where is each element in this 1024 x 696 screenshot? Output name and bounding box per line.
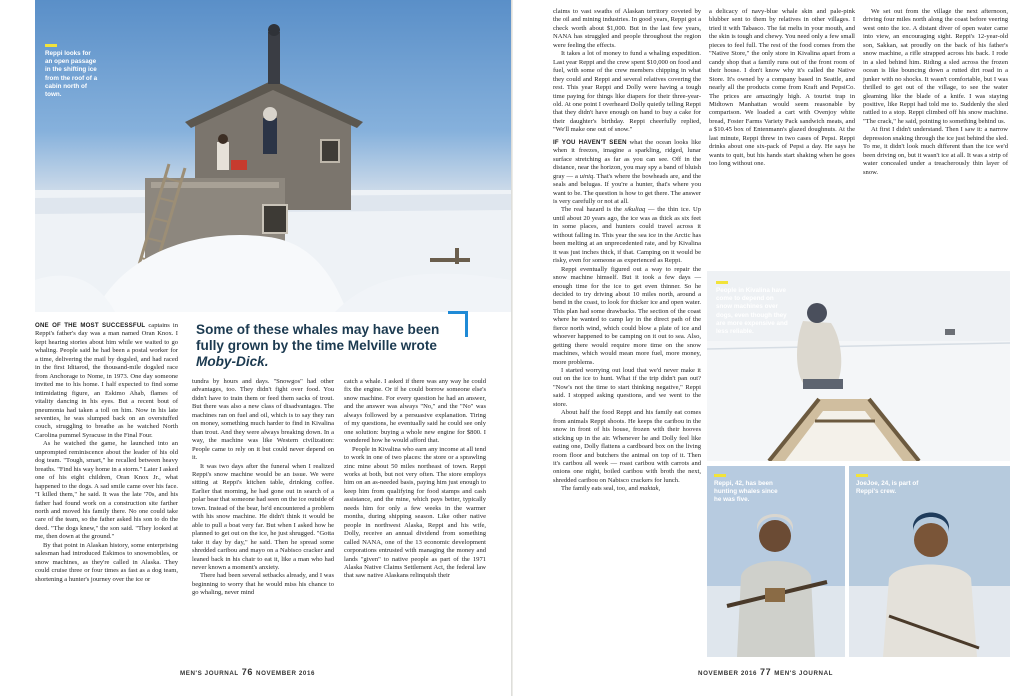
photo-joejoe bbox=[849, 466, 1010, 657]
folio-right bbox=[698, 667, 833, 677]
text-column-5 bbox=[709, 8, 855, 169]
folio-page-number: 76 bbox=[241, 667, 253, 677]
folio-date: NOVEMBER 2016 bbox=[698, 670, 758, 677]
paragraph: Reppi eventually figured out a way to repair the snow machine himself. But it took a few days — enough time for the ice to get even thinner. So he decided to try driving about 10 miles north, around a bend in the coast, to look for thicker ice and open water. This plan had some drawbacks. The section of the coast where he wanted to camp lay in the direct path of the fierce north wind, which could blow a plate of ice and whoever happened to be camping on it out to sea. Also, getting there would require more time on the snow machines, which would mean more fuel, more money, more problems. bbox=[553, 265, 701, 366]
paragraph-text: what the ocean looks like when it freezes, imagine a sparkling, ridged, lunar surface stretching as far as you can see. Off in the distance, near the horizon, you may spy a band of bluish gray — a bbox=[553, 138, 701, 180]
caption-marker bbox=[716, 281, 728, 284]
left-page bbox=[0, 0, 511, 696]
inupiaq-term: uiniq bbox=[579, 172, 594, 180]
paragraph: tundra by hours and days. "Snowgos" had other advantages, too. They didn't fight over food. You didn't have to train them or feed them sacks of trout. But there was also a new class of disadvantages. The machines ran on fuel and oil, which is to say they ran on money, something much harder to find in Kivalina than trout. And they were always breaking down. In a way, the machine was like Western civilization: People came to rely on it but could never depend on it. bbox=[192, 378, 334, 462]
reppi-caption-text: Reppi, 42, has been hunting whales since he was five. bbox=[714, 480, 778, 504]
folio-page-number: 77 bbox=[760, 667, 772, 677]
paragraph: I started worrying out loud that we'd never make it out on the ice to hunt. What if the trip didn't pan out? "Now's not the time to start thinking negative," Reppi said. I stopped asking questions, and we went to the store. bbox=[553, 367, 701, 408]
section-lead-in: IF YOU HAVEN'T SEEN bbox=[553, 138, 627, 146]
hero-caption bbox=[45, 44, 99, 99]
paragraph: It was two days after the funeral when I realized Reppi's snow machine would be an issue. We were sitting at Reppi's kitchen table, drinking coffee. Earlier that morning, he had gone out in search of a polar bear that someone had seen on the ice outside of town. Instead of the bear, he'd encountered a problem with his snow machine. He didn't think it would be able to pull a boat very far. But when I asked how he planned to get out on the ice, he just shrugged. "Gotta take it day by day," he said. Then he spread some shredded caribou and mayo on a Nabisco cracker and leaned back in his chair to eat it, like a man who had never known a moment's anxiety. bbox=[192, 462, 334, 571]
paragraph-text: — the thin ice. Up until about 20 years ago, the ice was as thick as six feet in some places, and hunters could travel across it without falling in. This year the sea ice in the Arctic has been melting at an unprecedented rate, and by Kivalina it was just inches thick, if that. Camping on it would be risky, even for someone as experienced as Reppi. bbox=[553, 206, 701, 265]
paragraph bbox=[553, 485, 701, 493]
caption-marker bbox=[45, 44, 57, 47]
snow-machine-caption-text: People in Kivalina have come to depend on snow machines over dogs, even though they are more expensive and less reliable. bbox=[716, 287, 788, 336]
paragraph bbox=[553, 139, 701, 207]
joejoe-caption-text: JoeJoe, 24, is part of Reppi's crew. bbox=[856, 480, 919, 496]
paragraph: About half the food Reppi and his family eat comes from animals Reppi shoots. He keeps the caribou in the snow in front of his house, frozen with their hooves sticking up in the air. Whenever he and Dolly feel like eating one, Dolly flattens a cardboard box on the living room floor and butchers the animal on top of it. Then it's caribou all week — roast caribou with carrots and onions one night, boiled caribou with broth the next, shredded caribou on Nabisco crackers for lunch. bbox=[553, 409, 701, 484]
lead-in: ONE OF THE MOST SUCCESSFUL bbox=[35, 322, 146, 329]
right-page bbox=[513, 0, 1024, 696]
paragraph: We set out from the village the next afternoon, driving four miles north along the coast before veering west onto the ice. A distant diver of open water came into view, an encouraging sight. Reppi's 12-year-old son, Sakkan, sat proudly on the back of his father's snow machine, a rifle strapped across his back. I rode in a sled behind him. Riding a sled across the frozen ocean is like bouncing down a rutted dirt road in a junker with no shocks. It wasn't comfortable, but I was thrilled to get out of the village, to see the water gleaming like the blade of a knife. I was staying positive, like Reppi had told me to. Suddenly the sled rattled to a stop. Reppi climbed off his snow machine. "The crack," he said, pointing to something behind us. bbox=[863, 8, 1008, 125]
paragraph: People in Kivalina who earn any income at all tend to work in one of two places: the store or a sprawling zinc mine about 50 miles northeast of town. Reppi works at both, but not very often. The store employs him on an as-needed basis, paying him just enough to keep him from qualifying for food stamps and cash assistance, and the mine, which pays better, typically needs him for only a few weeks in the warmer months, during shipping season. Like other native people in northwest Alaska, Reppi and his wife, Dolly, receive an annual dividend from something called NANA, one of the 13 economic development corporations entrusted with managing the money and lands "given" to native people as part of the 1971 Alaska Native Claims Settlement Act, the federal law that saw native Alaskans relinquish their bbox=[344, 445, 486, 580]
paragraph: It takes a lot of money to fund a whaling expedition. Last year Reppi and the crew spent $10,000 on food and fuel, with some of the crew members chipping in what they could and Reppi and several relatives covering the rest. This year Reppi and Dolly were having a tough time paying for things like diapers for their three-year-old. At one point I overheard Dolly quietly telling Reppi that they didn't have enough on hand to buy a cake for their daughter's birthday. Reppi cheerfully replied, "We'll make one out of snow." bbox=[553, 50, 701, 134]
caption-marker bbox=[856, 474, 868, 477]
paragraph-text: The family eats seal, too, and bbox=[561, 485, 640, 493]
inupiaq-term: maktak bbox=[639, 485, 659, 493]
photo-snow-machine bbox=[707, 271, 1010, 461]
paragraph: catch a whale. I asked if there was any way he could fix the engine. Or if he could borrow someone else's snow machine. For every question he had an answer, and the answer was always "No," and the "No" was always followed by a persuasive explanation. Tiring of my questions, he eventually said he could see only one solution: buying a whole new engine for $800. I wondered how he would afford that. bbox=[344, 378, 486, 445]
hero-caption-text: Reppi looks for an open passage in the shifting ice from the roof of a cabin north of town. bbox=[45, 50, 98, 99]
paragraph-text: The real hazard is the bbox=[561, 206, 625, 214]
paragraph-text: . That's where the bowheads are, and the seals and belugas. If you're a hunter, that's where you want to be. The question is how to get there. The answer is very carefully or not at all. bbox=[553, 172, 702, 205]
pull-quote-book-title: Moby-Dick. bbox=[196, 354, 269, 369]
paragraph bbox=[35, 322, 178, 440]
hero-photo-illustration bbox=[35, 0, 511, 312]
text-column-6 bbox=[863, 8, 1008, 177]
snow-machine-caption bbox=[716, 281, 788, 336]
pull-quote bbox=[196, 322, 464, 370]
folio-magazine: MEN'S JOURNAL bbox=[774, 670, 834, 677]
pull-quote-text: Some of these whales may have been fully grown by the time Melville wrote bbox=[196, 322, 440, 353]
text-column-4 bbox=[553, 8, 701, 494]
paragraph: claims to vast swaths of Alaskan territory coveted by the oil and mining industries. In good years, Reppi got a check worth about $1,000. But in the last few years, NANA has struggled and people throughout the region were feeling the effects. bbox=[553, 8, 701, 49]
paragraph bbox=[553, 206, 701, 265]
paragraph: As he watched the game, he launched into an unprompted reminiscence about the leader of his old dog team. "Tough, smart," he recalled between heavy breaths. "Find his way home in a storm." Later I asked one of his eight children, Oran Knox Jr., what happened to the dogs. A sad smile came over his face. "I killed them," he said. It was the late '70s, and his father had found work on a construction site farther north and moved his family there. No one could take care of the team, so the father asked his son to do the deed. "The dogs knew," the son said. "They looked at me, then down at the ground." bbox=[35, 440, 178, 541]
photo-reppi bbox=[707, 466, 845, 657]
paragraph-text: , bbox=[658, 485, 661, 493]
reppi-caption bbox=[714, 474, 778, 505]
paragraph: a delicacy of navy-blue whale skin and pale-pink blubber sent to them by relatives in other villages. I tried it with Tabasco. The fat melts in your mouth, and the skin is tough and chewy. You need only a few small pieces to feel full. The rest of the food comes from the "Native Store," the only store in Kivalina apart from a candy shop that a family runs out of the front room of their house. I don't know why it's called the Native Store. It's owned by a company based in Seattle, and nearly all the products come from Kraft and PepsiCo. The prices are amazingly high. A tourist trap in Midtown Manhattan would seem reasonable by comparison. We loaded a cart with Ovenjoy white bread, Foster Farms Variety Pack sandwich meats, and a $10.45 box of Entenmann's glazed doughnuts. At the last minute, Reppi threw in two cases of Pepsi. Reppi drinks about one six-pack of Pepsi a day. He says he wants to quit, but his hands start shaking when he goes too long without one. bbox=[709, 8, 855, 168]
text-column-2 bbox=[192, 378, 334, 598]
paragraph: At first I didn't understand. Then I saw it: a narrow depression snaking through the ice just behind the sled. To me, it didn't look much different than the ice we'd been driving on, but it wasn't ice at all. It was a strip of water concealed under a treacherously thin layer of snow. bbox=[863, 126, 1008, 176]
folio-magazine: MEN'S JOURNAL bbox=[180, 670, 239, 677]
text-column-1 bbox=[35, 322, 178, 584]
folio-left bbox=[180, 667, 315, 677]
caption-marker bbox=[714, 474, 726, 477]
folio-date: NOVEMBER 2016 bbox=[256, 670, 316, 677]
joejoe-caption bbox=[856, 474, 920, 496]
inupiaq-term: sikuliaq bbox=[624, 206, 646, 214]
paragraph: By that point in Alaskan history, some enterprising salesman had introduced Eskimos to snowmobiles, or snow machines, as they're called in Alaska. They could cruise three or four times as fast as a dog team, shortening a hunter's journey over the ice or bbox=[35, 541, 178, 583]
paragraph: There had been several setbacks already, and I was beginning to worry that he would miss his chance to go whaling, never mind bbox=[192, 572, 334, 597]
text-column-3 bbox=[344, 378, 486, 581]
hero-photo-cabin bbox=[35, 0, 511, 312]
paragraph-text: captains in Reppi's father's day was a man named Oran Knox. I kept hearing stories about him while we waited to go whaling. People said he had been a postal worker for a time, delivering the mail by dogsled, and had raced in the first Iditarod, the thousand-mile dogsled race from Anchorage to Nome, in 1973. One day someone invited me to his home. I half expected to find some intimidating figure, an Eskimo Ahab, flames of vitality dancing in his eyes. But a recent bout of pneumonia had taken a toll on him. Now in his late seventies, he was slumped back on an overstuffed couch, struggling to breathe as he watched North Carolina pummel Syracuse in the Final Four. bbox=[35, 322, 178, 439]
